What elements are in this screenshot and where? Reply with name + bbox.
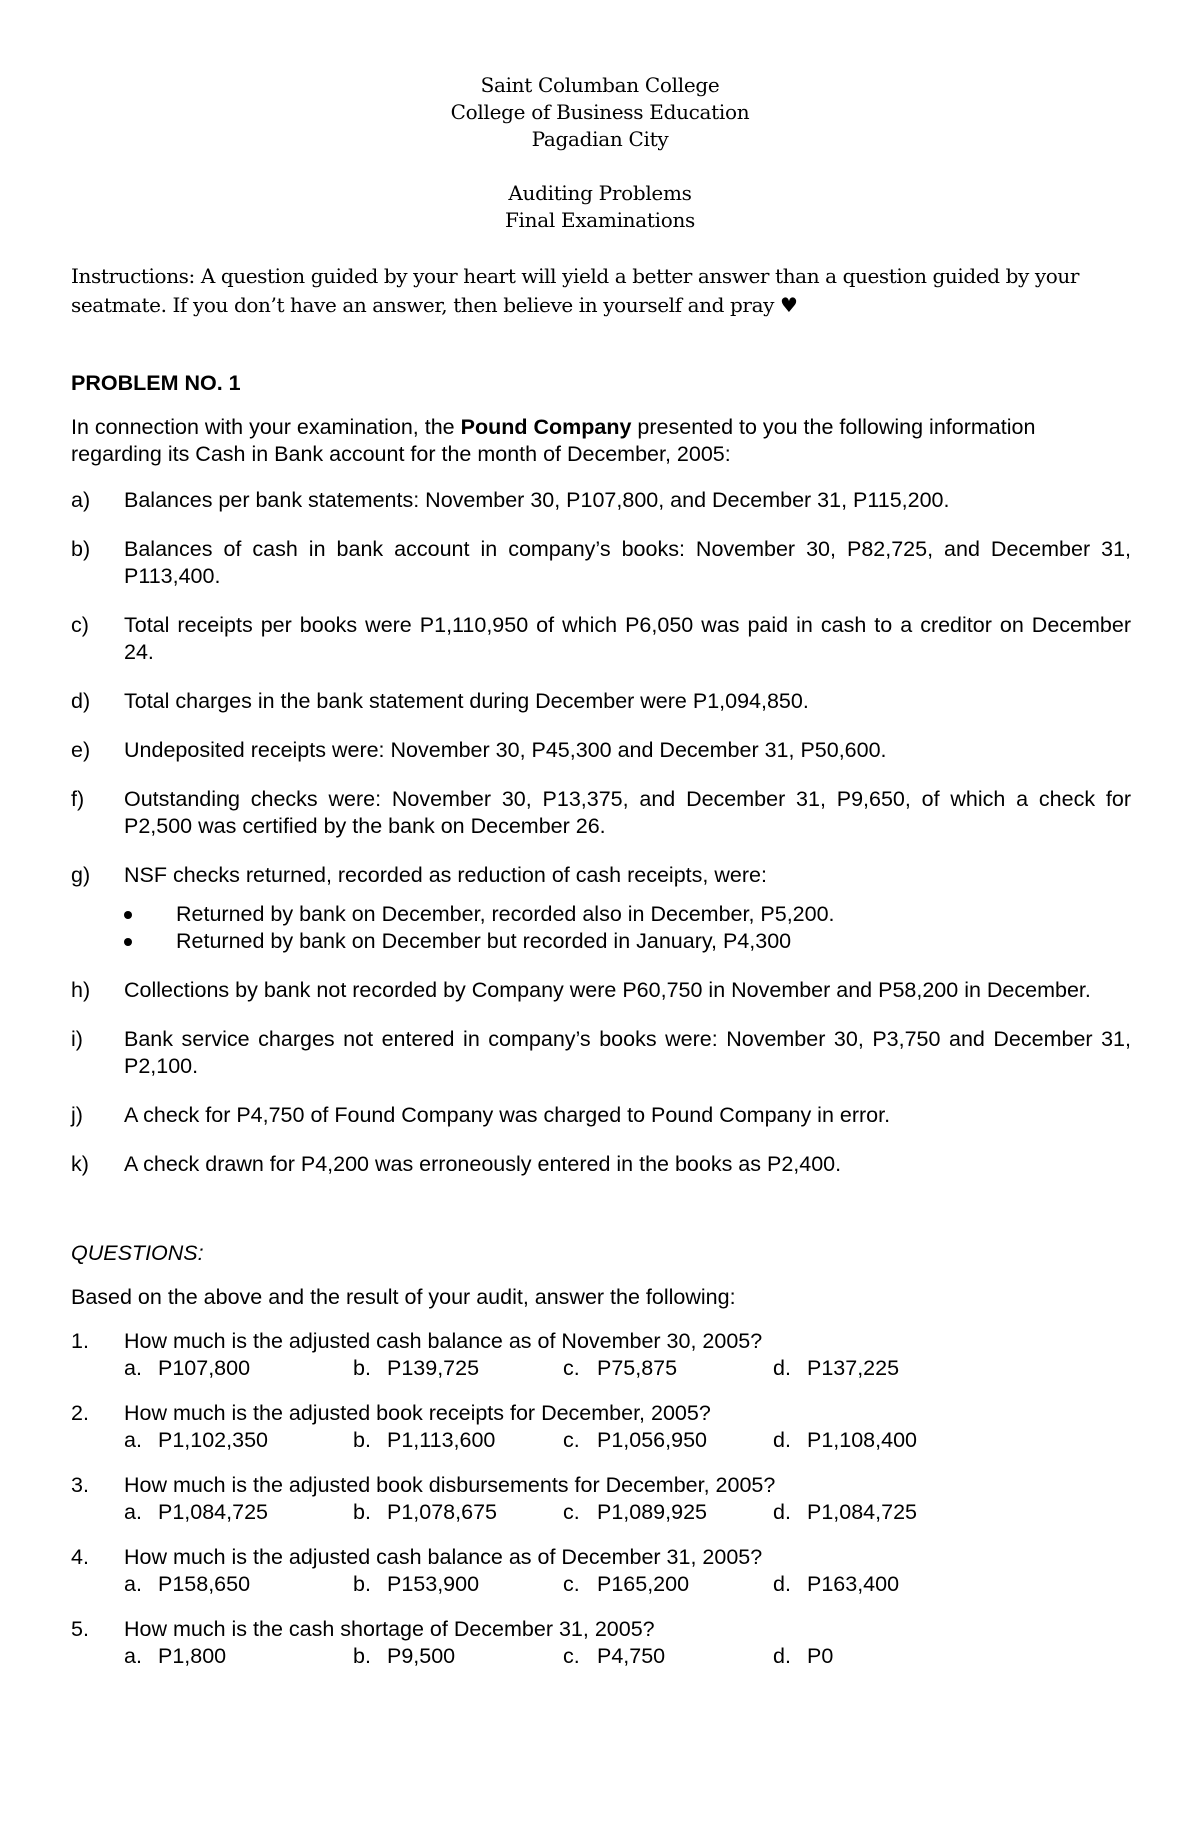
- choice-c[interactable]: c. P75,875: [563, 1356, 678, 1380]
- item-i: [71, 1026, 1131, 1080]
- intro-before: In connection with your examination, the: [71, 415, 461, 439]
- item-g: [71, 862, 1131, 955]
- item-letter: e): [71, 738, 91, 762]
- choice-b[interactable]: b. P9,500: [353, 1644, 456, 1668]
- school-name: Saint Columban College: [480, 73, 720, 97]
- choice-d[interactable]: d. P0: [773, 1644, 834, 1668]
- item-text: Balances of cash in bank account in company’s books: November 30, P82,725, and December 31, P113,400.: [124, 537, 1131, 588]
- item-letter: j): [71, 1103, 83, 1127]
- question-number: 2.: [71, 1401, 89, 1425]
- problem-intro: [71, 414, 1131, 468]
- item-text: NSF checks returned, recorded as reduction of cash receipts, were:: [124, 863, 767, 887]
- choice-c[interactable]: c. P1,056,950: [563, 1428, 707, 1452]
- city-name: Pagadian City: [531, 127, 669, 151]
- bullet-icon: [124, 938, 132, 946]
- question-text: How much is the adjusted book receipts for December, 2005?: [124, 1401, 711, 1425]
- choice-d[interactable]: d. P1,108,400: [773, 1428, 917, 1452]
- choice-d[interactable]: d. P1,084,725: [773, 1500, 917, 1524]
- bullet-icon: [124, 911, 132, 919]
- question-number: 3.: [71, 1473, 89, 1497]
- question-1: [71, 1328, 1131, 1382]
- item-letter: a): [71, 488, 91, 512]
- choice-b[interactable]: b. P1,113,600: [353, 1428, 496, 1452]
- item-letter: b): [71, 537, 91, 561]
- question-text: How much is the cash shortage of December 31, 2005?: [124, 1617, 655, 1641]
- intro-after: presented to you the following information regarding its Cash in Bank account for the month of December, 2005:: [71, 415, 1036, 466]
- question-number: 4.: [71, 1545, 89, 1569]
- answer-choices: [124, 1499, 1131, 1526]
- choice-a[interactable]: a. P1,084,725: [124, 1500, 268, 1524]
- item-text: A check for P4,750 of Found Company was charged to Pound Company in error.: [124, 1103, 891, 1127]
- bullet-text: Returned by bank on December, recorded also in December, P5,200.: [176, 902, 835, 926]
- company-name: Pound Company: [460, 415, 632, 439]
- item-text: Collections by bank not recorded by Company were P60,750 in November and P58,200 in December.: [124, 978, 1091, 1002]
- item-letter: h): [71, 978, 91, 1002]
- item-text: Undeposited receipts were: November 30, P45,300 and December 31, P50,600.: [124, 738, 887, 762]
- choice-b[interactable]: b. P139,725: [353, 1356, 480, 1380]
- answer-choices: [124, 1643, 1131, 1670]
- problem-items: [71, 487, 1131, 1200]
- item-k: [71, 1151, 1131, 1178]
- subject-title: Auditing Problems: [508, 181, 692, 205]
- college-name: College of Business Education: [450, 100, 750, 124]
- choice-c[interactable]: c. P1,089,925: [563, 1500, 707, 1524]
- question-5: [71, 1616, 1131, 1670]
- item-text: Total receipts per books were P1,110,950 of which P6,050 was paid in cash to a creditor on December 24.: [124, 613, 1131, 664]
- item-b: [71, 536, 1131, 590]
- choice-d[interactable]: d. P163,400: [773, 1572, 900, 1596]
- item-text: A check drawn for P4,200 was erroneously entered in the books as P2,400.: [124, 1152, 842, 1176]
- instructions-text: Instructions: A question guided by your heart will yield a better answer than a question guided by your seatmate. If you don’t have an answer, then believe in yourself and pray ♥: [71, 264, 1080, 317]
- item-h: [71, 977, 1131, 1004]
- item-letter: i): [71, 1027, 83, 1051]
- questions-list: [71, 1328, 1131, 1688]
- bullet-item: [124, 928, 1131, 955]
- item-letter: f): [71, 787, 85, 811]
- choice-a[interactable]: a. P107,800: [124, 1356, 251, 1380]
- document-header: [0, 72, 1200, 234]
- question-3: [71, 1472, 1131, 1526]
- item-text: Total charges in the bank statement during December were P1,094,850.: [124, 689, 809, 713]
- question-text: How much is the adjusted cash balance as of November 30, 2005?: [124, 1329, 763, 1353]
- questions-heading: QUESTIONS:: [71, 1241, 204, 1265]
- choice-c[interactable]: c. P165,200: [563, 1572, 690, 1596]
- item-letter: k): [71, 1152, 89, 1176]
- choice-a[interactable]: a. P1,102,350: [124, 1428, 268, 1452]
- item-j: [71, 1102, 1131, 1129]
- item-d: [71, 688, 1131, 715]
- nsf-bullet-list: [124, 901, 1131, 955]
- answer-choices: [124, 1571, 1131, 1598]
- item-c: [71, 612, 1131, 666]
- item-text: Balances per bank statements: November 30, P107,800, and December 31, P115,200.: [124, 488, 950, 512]
- bullet-item: [124, 901, 1131, 928]
- item-text: Bank service charges not entered in company’s books were: November 30, P3,750 and December 31, P2,100.: [124, 1027, 1131, 1078]
- question-2: [71, 1400, 1131, 1454]
- problem-title: PROBLEM NO. 1: [71, 371, 241, 395]
- item-e: [71, 737, 1131, 764]
- choice-a[interactable]: a. P1,800: [124, 1644, 227, 1668]
- item-a: [71, 487, 1131, 514]
- choice-b[interactable]: b. P1,078,675: [353, 1500, 497, 1524]
- item-text: Outstanding checks were: November 30, P13,375, and December 31, P9,650, of which a check for P2,500 was certified by the bank on December 26.: [124, 787, 1131, 838]
- choice-a[interactable]: a. P158,650: [124, 1572, 251, 1596]
- answer-choices: [124, 1427, 1131, 1454]
- item-letter: c): [71, 613, 89, 637]
- item-f: [71, 786, 1131, 840]
- question-4: [71, 1544, 1131, 1598]
- question-number: 5.: [71, 1617, 89, 1641]
- answer-choices: [124, 1355, 1131, 1382]
- question-number: 1.: [71, 1329, 89, 1353]
- item-letter: g): [71, 863, 91, 887]
- question-text: How much is the adjusted book disbursements for December, 2005?: [124, 1473, 776, 1497]
- exam-title: Final Examinations: [504, 208, 696, 232]
- choice-b[interactable]: b. P153,900: [353, 1572, 480, 1596]
- item-letter: d): [71, 689, 91, 713]
- bullet-text: Returned by bank on December but recorded in January, P4,300: [176, 929, 792, 953]
- question-text: How much is the adjusted cash balance as of December 31, 2005?: [124, 1545, 763, 1569]
- choice-d[interactable]: d. P137,225: [773, 1356, 900, 1380]
- choice-c[interactable]: c. P4,750: [563, 1644, 666, 1668]
- questions-intro: Based on the above and the result of your audit, answer the following:: [71, 1285, 736, 1309]
